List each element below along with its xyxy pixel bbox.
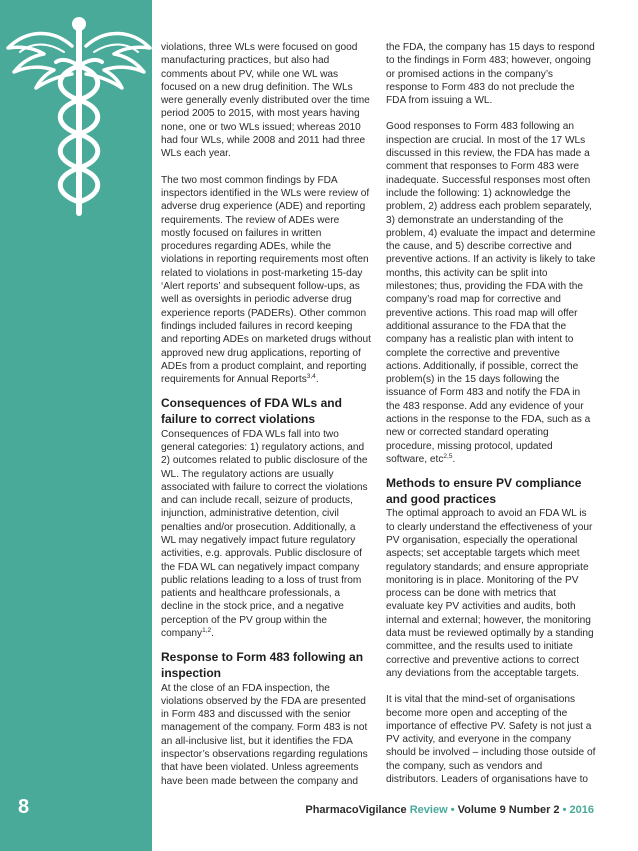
body-paragraph: Good responses to Form 483 following an inspection are crucial. In most of the 17 WLs discussed in this review, the FDA has made a comment that responses to Form 483 were inadequate. Successful responses most often include the following: 1) acknowledge the problem, 2) address each problem separately, 3) demonstrate an understanding of the problem, 4) evaluate the impact and determine the cause, and 5) describe corrective and preventive actions. If an activity is likely to take months, this activity can be split into milestones; thus, providing the FDA with the company’s road map for corrective and preventive actions. This road map will offer additional assurance to the FDA that the company has a realistic plan with intent to complete the corrective and preventive actions. Additionally, if possible, correct the problem(s) in the 15 days following the issuance of Form 483 and notify the FDA in the 483 response. Add any evidence of your actions in the response to the FDA, such as a new or corrected standard operating procedure, missing protocol, updated software, etc$^{2,5}$. [386, 121, 596, 465]
caduceus-icon [4, 8, 154, 218]
left-column [161, 41, 371, 788]
sidebar-band [0, 0, 152, 851]
body-paragraph: The two most common findings by FDA inspectors identified in the WLs were review of adverse drug experience (ADE) and reporting requirements. The review of ADEs were mostly focused on failures in written procedures regarding ADEs, while the violations in reporting requirements most often related to violations in post-marketing 15-day ‘Alert reports’ and subsequent follow-ups, as well as oversights in periodic adverse drug experience reports (PADERs). Other common findings included failures in record keeping and reporting ADEs on marketed drugs without approved new drug applications, reporting of ADEs from a product complaint, and reporting requirements for Annual Reports$^{3,4}$. [161, 174, 371, 386]
section-heading: Consequences of FDA WLs and failure to correct violations [161, 396, 342, 427]
page-number: 8 [18, 796, 30, 818]
section-heading: Methods to ensure PV compliance and good practices [386, 476, 582, 506]
citation: 3,4 [306, 373, 316, 381]
citation: 2,5 [443, 452, 453, 460]
body-paragraph: At the close of an FDA inspection, the violations observed by the FDA are presented in Form 483 and discussed with the senior management of the company. Form 483 is not an all-inclusive list, but it identifies the FDA inspector’s observations regarding regulations that have been violated. Unless agreements have been made between the company and [161, 682, 368, 787]
citation: 1,2 [202, 627, 212, 635]
body-paragraph: It is vital that the mind-set of organisations become more open and accepting of the importance of effective PV. Safety is not just a PV activity, and everyone in the company should be involved – including those outside of the company, such as vendors and distributors. Leaders of organisations have to [386, 694, 596, 786]
right-column [386, 41, 596, 786]
body-paragraph: The optimal approach to avoid an FDA WL is to clearly understand the effectiveness of your PV organisation, especially the operational aspects; set acceptable targets which meet regulatory standards; and ensure appropriate monitoring is in place. Monitoring of the PV process can be done with metrics that evaluate key PV activities and audits, both internal and external; however, the monitoring data must be reviewed optimally by a standing committee, and the results used to initiate corrective and preventive actions to correct any deviations from the acceptable targets. [386, 508, 594, 679]
journal-volume: Volume 9 Number 2 [457, 804, 560, 816]
body-paragraph: Consequences of FDA WLs fall into two general categories: 1) regulatory actions, and 2) outcomes related to public disclosure of the WL. The regulatory actions are usually associated with failure to correct the violations and can include recall, seizure of products, injunction, administrative detention, civil penalties and/or prosecution. Additionally, a WL may negatively impact future regulatory activities, e.g. approvals. Public disclosure of the FDA WL can negatively impact company public relations leading to a loss of trust from patients and healthcare professionals, a decline in the stock price, and a negative perception of the PV group within the company$^{1,2}$. [161, 428, 368, 640]
journal-review: Review [409, 804, 448, 816]
body-paragraph: violations, three WLs were focused on good manufacturing practices, but also had comments about PV, while one WL was focused on a new drug definition. The WLs were generally evenly distributed over the time period 2005 to 2015, with most years having none, one or two WLs issued; whereas 2010 had four WLs, while 2008 and 2011 had three WLs each year. [161, 42, 370, 160]
journal-name: PharmacoVigilance [305, 804, 407, 816]
footer-bullet: • [450, 804, 455, 816]
journal-footer [305, 804, 594, 816]
journal-year: 2016 [569, 804, 594, 816]
section-heading: Response to Form 483 following an inspection [161, 650, 364, 680]
body-paragraph: the FDA, the company has 15 days to respond to the findings in Form 483; however, ongoing or promised actions in the company’s response to Form 483 do not preclude the FDA from issuing a WL. [386, 42, 595, 107]
footer-bullet: • [562, 804, 567, 816]
